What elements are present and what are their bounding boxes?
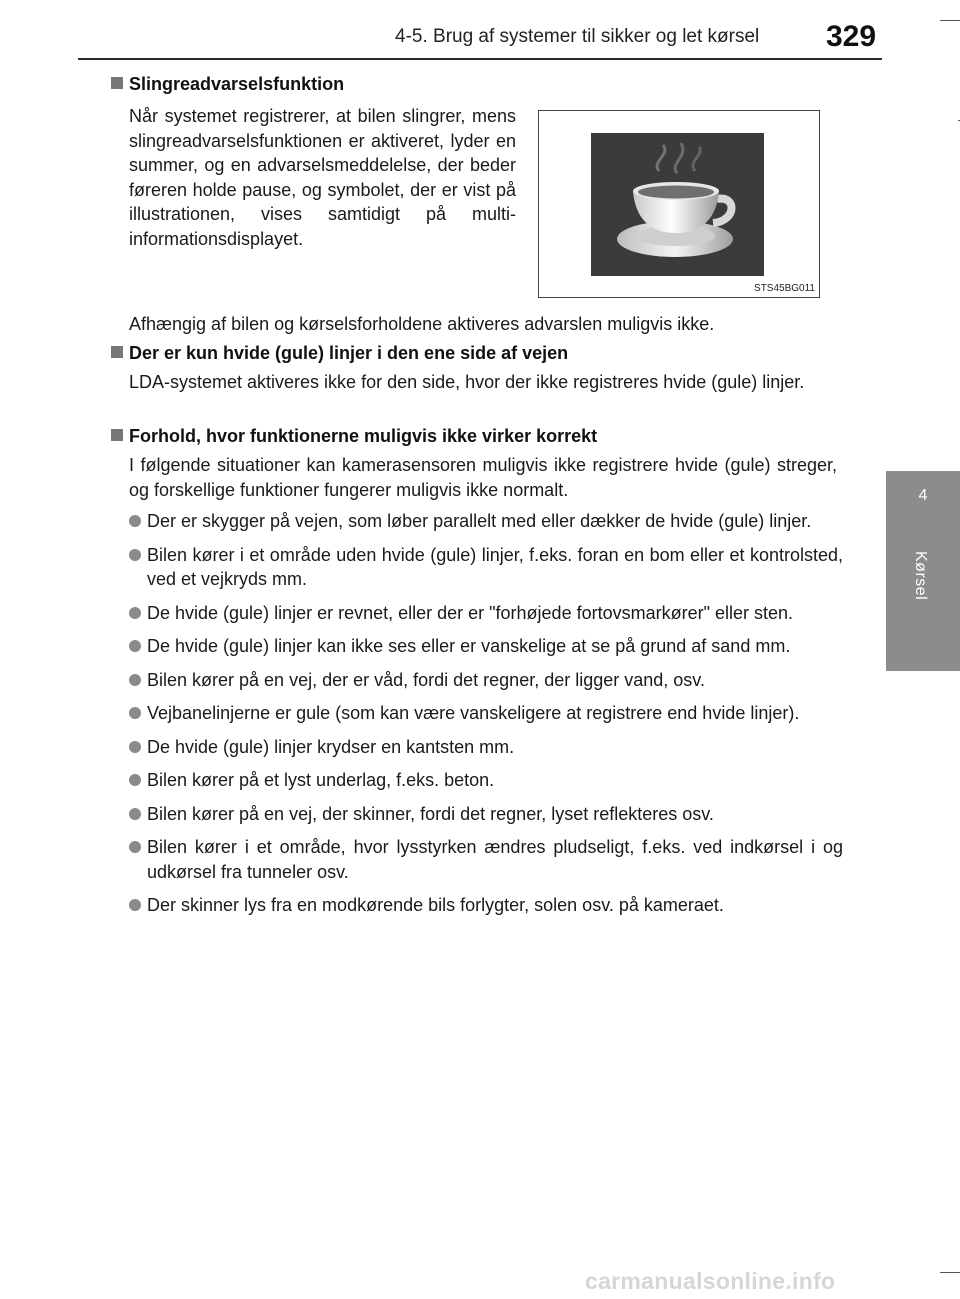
list-item: De hvide (gule) linjer er revnet, eller der er "forhøjede fortovsmarkører" eller sten. [129,601,843,626]
list-item: Bilen kører på en vej, der skinner, fordi det regner, lyset reflekteres osv. [129,802,843,827]
round-bullet-icon [129,515,141,527]
malfunction-conditions-body: I følgende situationer kan kamerasensoren muligvis ikke registrere hvide (gule) streger, og forskellige funktioner fungerer muligvis ikke normalt. [129,455,837,500]
coffee-cup-illustration [538,110,820,298]
heading-text: Slingreadvarselsfunktion [129,74,345,94]
list-item: Bilen kører på en vej, der er våd, fordi det regner, der ligger vand, osv. [129,668,843,693]
one-side-lines-body: LDA-systemet aktiveres ikke for den side, hvor der ikke registreres hvide (gule) linjer. [129,372,805,392]
heading-text: Der er kun hvide (gule) linjer i den ene side af vejen [129,343,569,363]
round-bullet-icon [129,841,141,853]
list-item: De hvide (gule) linjer kan ikke ses eller er vanskelige at se på grund af sand mm. [129,634,843,659]
list-item: Der er skygger på vejen, som løber parallelt med eller dækker de hvide (gule) linjer. [129,509,843,534]
sway-warning-description: Når systemet registrerer, at bilen slingrer, mens slingreadvarselsfunktionen er aktiveret, lyder en summer, og en advarselsmeddelelse, der beder føreren holde pause, og symbolet, der er vist på illustrationen, vises samtidigt på multi-informationsdisplayet. [129,106,516,249]
condition-list [129,509,843,927]
round-bullet-icon [129,707,141,719]
site-watermark: carmanualsonline.info [585,1268,836,1294]
header-divider [78,58,882,60]
section-header-title: 4-5. Brug af systemer til sikker og let kørsel [395,26,760,47]
list-item: Bilen kører på et lyst underlag, f.eks. beton. [129,768,843,793]
round-bullet-icon [129,774,141,786]
list-item: Bilen kører i et område uden hvide (gule) linjer, f.eks. foran en bom eller et kontrolsted, ved et vejkryds mm. [129,543,843,592]
chapter-side-tab [886,471,960,671]
section-heading-one-side-lines [111,343,568,364]
sway-warning-note: Afhængig af bilen og kørselsforholdene aktiveres advarslen muligvis ikke. [129,314,715,334]
square-bullet-icon [111,429,123,441]
section-heading-sway-warning [111,74,344,95]
round-bullet-icon [129,549,141,561]
round-bullet-icon [129,607,141,619]
list-item: Vejbanelinjerne er gule (som kan være vanskeligere at registrere end hvide linjer). [129,701,843,726]
square-bullet-icon [111,77,123,89]
figure-code: STS45BG011 [754,283,815,294]
section-heading-malfunction-conditions [111,426,597,447]
heading-text: Forhold, hvor funktionerne muligvis ikke virker korrekt [129,426,598,446]
list-item: Der skinner lys fra en modkørende bils forlygter, solen osv. på kameraet. [129,893,843,918]
crop-mark [940,1272,960,1273]
page-number: 329 [826,20,877,53]
round-bullet-icon [129,808,141,820]
list-item: De hvide (gule) linjer krydser en kantsten mm. [129,735,843,760]
list-item: Bilen kører i et område, hvor lysstyrken ændres pludseligt, f.eks. ved indkørsel i og udkørsel fra tunneler osv. [129,835,843,884]
round-bullet-icon [129,899,141,911]
square-bullet-icon [111,346,123,358]
coffee-cup-icon [591,133,764,276]
chapter-number: 4 [918,487,928,504]
round-bullet-icon [129,674,141,686]
crop-mark [940,20,960,21]
round-bullet-icon [129,741,141,753]
round-bullet-icon [129,640,141,652]
chapter-label: Kørsel [912,551,929,601]
